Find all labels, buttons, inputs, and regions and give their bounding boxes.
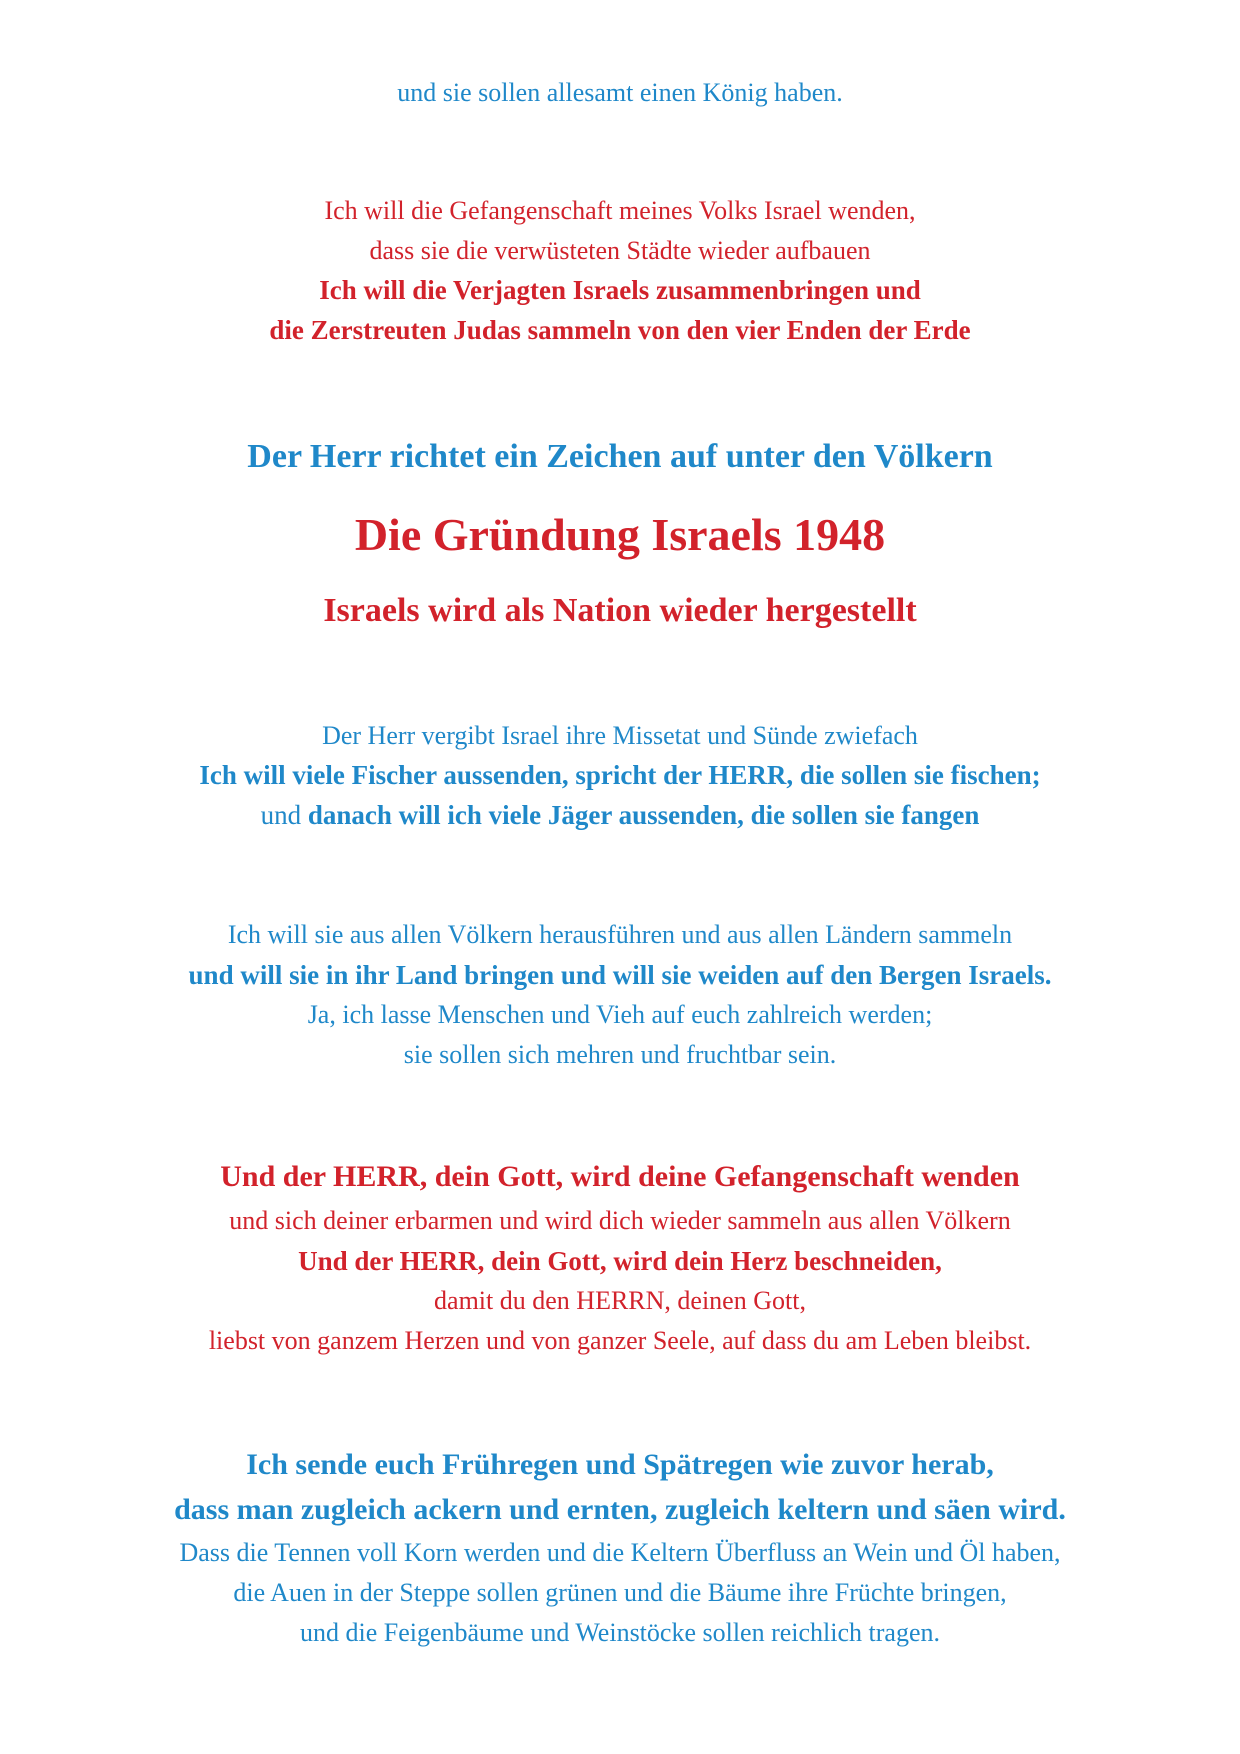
verse-line-meadows: die Auen in der Steppe sollen grünen und die Bäume ihre Früchte bringen,: [233, 1578, 1007, 1607]
verse-line-hunters-bold: danach will ich viele Jäger aussenden, die sollen sie fangen: [307, 800, 980, 830]
verse-line-fruitful: sie sollen sich mehren und fruchtbar sein.: [403, 1040, 837, 1069]
verse-line-rebuild: dass sie die verwüsteten Städte wieder aufbauen: [369, 236, 871, 265]
verse-line-fig-trees: und die Feigenbäume und Weinstöcke sollen reichlich tragen.: [299, 1618, 941, 1647]
subheading-nation: Israels wird als Nation wieder hergestellt: [323, 592, 917, 629]
verse-line-captivity: Ich will die Gefangenschaft meines Volks Israel wenden,: [324, 196, 916, 225]
heading-sign: Der Herr richtet ein Zeichen auf unter den Völkern: [247, 438, 993, 475]
verse-line-mercy: und sich deiner erbarmen und wird dich wieder sammeln aus allen Völkern: [229, 1206, 1011, 1235]
verse-line-forgive: Der Herr vergibt Israel ihre Missetat und Sünde zwiefach: [322, 721, 918, 750]
verse-line-king: und sie sollen allesamt einen König haben.: [397, 78, 843, 107]
verse-line-harvest-bold: dass man zugleich ackern und ernten, zugleich keltern und säen wird.: [174, 1493, 1066, 1526]
page-title: Die Gründung Israels 1948: [354, 509, 886, 560]
verse-line-circumcise-bold: Und der HERR, dein Gott, wird dein Herz beschneiden,: [298, 1246, 942, 1276]
verse-line-threshing: Dass die Tennen voll Korn werden und die Keltern Überfluss an Wein und Öl haben,: [179, 1538, 1061, 1567]
verse-line-fishers-bold: Ich will viele Fischer aussenden, spricht der HERR, die sollen sie fischen;: [199, 760, 1041, 790]
verse-line-gather-bold: Ich will die Verjagten Israels zusammenbringen und: [319, 275, 921, 305]
verse-line-rain-bold: Ich sende euch Frühregen und Spätregen wie zuvor herab,: [246, 1448, 994, 1481]
verse-line-hunters-prefix: und: [260, 800, 302, 830]
verse-line-whole-heart: liebst von ganzem Herzen und von ganzer Seele, auf dass du am Leben bleibst.: [208, 1326, 1032, 1355]
verse-line-multiply: Ja, ich lasse Menschen und Vieh auf euch zahlreich werden;: [307, 1000, 933, 1029]
verse-line-mountains-bold: und will sie in ihr Land bringen und will sie weiden auf den Bergen Israels.: [188, 960, 1052, 990]
verse-line-love-god: damit du den HERRN, deinen Gott,: [434, 1286, 806, 1315]
verse-line-four-ends-bold: die Zerstreuten Judas sammeln von den vier Enden der Erde: [269, 315, 971, 345]
verse-line-lead-out: Ich will sie aus allen Völkern herausführen und aus allen Ländern sammeln: [227, 920, 1013, 949]
verse-line-captivity-turn-bold: Und der HERR, dein Gott, wird deine Gefangenschaft wenden: [220, 1160, 1020, 1193]
verse-line-hunters: [0, 802, 1240, 829]
